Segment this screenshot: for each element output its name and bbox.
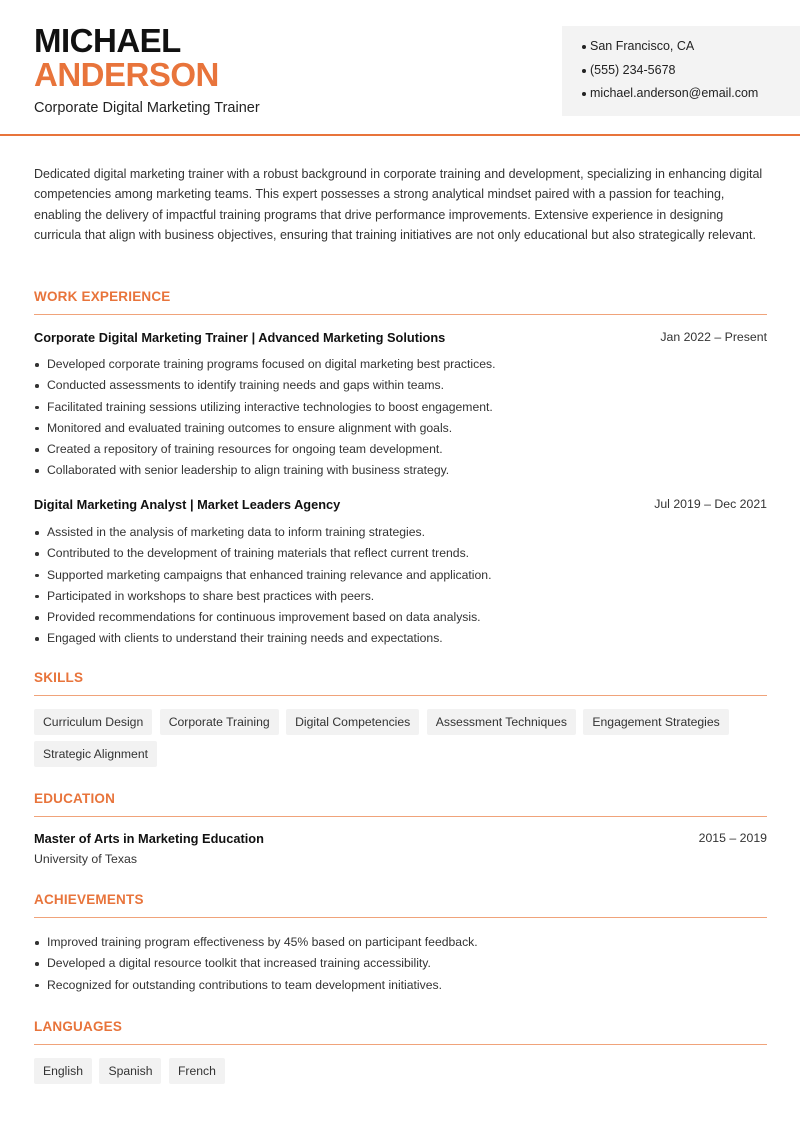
degree: Master of Arts in Marketing Education	[34, 831, 264, 846]
contact-location: San Francisco, CA	[582, 38, 800, 62]
job-dates: Jul 2019 – Dec 2021	[654, 497, 767, 511]
list-item: Provided recommendations for continuous improvement based on data analysis.	[34, 609, 767, 630]
last-name: ANDERSON	[34, 56, 219, 93]
skill-chip: Curriculum Design	[34, 709, 152, 735]
skills-list	[34, 709, 767, 773]
list-item: Developed corporate training programs focused on digital marketing best practices.	[34, 356, 767, 377]
skill-chip: Strategic Alignment	[34, 741, 157, 767]
contact-box	[562, 26, 800, 116]
job-bullets	[34, 524, 767, 652]
job-dates: Jan 2022 – Present	[660, 330, 767, 344]
list-item: Engaged with clients to understand their training needs and expectations.	[34, 630, 767, 651]
list-item: Improved training program effectiveness by 45% based on participant feedback.	[34, 934, 767, 955]
section-title-achievements: ACHIEVEMENTS	[34, 892, 767, 918]
list-item: Participated in workshops to share best practices with peers.	[34, 588, 767, 609]
section-title-work: WORK EXPERIENCE	[34, 289, 767, 315]
education-header	[34, 831, 767, 846]
section-title-skills: SKILLS	[34, 670, 767, 696]
contact-phone: (555) 234-5678	[582, 62, 800, 86]
school-name: University of Texas	[34, 852, 137, 866]
list-item: Facilitated training sessions utilizing interactive technologies to boost engagement.	[34, 399, 767, 420]
list-item: Conducted assessments to identify training needs and gaps within teams.	[34, 377, 767, 398]
list-item: Developed a digital resource toolkit that increased training accessibility.	[34, 955, 767, 976]
list-item: Contributed to the development of training materials that reflect current trends.	[34, 545, 767, 566]
achievements-list	[34, 934, 767, 998]
list-item: Recognized for outstanding contributions to team development initiatives.	[34, 977, 767, 998]
resume-header	[0, 0, 800, 136]
job-title-company: Digital Marketing Analyst | Market Leaders Agency	[34, 497, 341, 512]
language-chip: Spanish	[99, 1058, 161, 1084]
first-name: MICHAEL	[34, 22, 181, 59]
skill-chip: Assessment Techniques	[427, 709, 576, 735]
section-title-education: EDUCATION	[34, 791, 767, 817]
contact-email[interactable]: michael.anderson@email.com	[582, 85, 800, 109]
list-item: Collaborated with senior leadership to align training with business strategy.	[34, 462, 767, 483]
list-item: Supported marketing campaigns that enhanced training relevance and application.	[34, 567, 767, 588]
job-header	[34, 497, 767, 512]
skill-chip: Engagement Strategies	[583, 709, 728, 735]
list-item: Monitored and evaluated training outcomes to ensure alignment with goals.	[34, 420, 767, 441]
job-title: Corporate Digital Marketing Trainer	[34, 100, 260, 116]
job-header	[34, 330, 767, 345]
list-item: Created a repository of training resources for ongoing team development.	[34, 441, 767, 462]
section-title-languages: LANGUAGES	[34, 1019, 767, 1045]
summary: Dedicated digital marketing trainer with a robust background in corporate training and development, specializing in enhancing digital competencies among marketing teams. This expert possesses a strong analytical mindset paired with a passion for teaching, enabling the delivery of impactful training programs that drive performance improvements. Extensive experience in designing curricula that align with business objectives, ensuring that training initiatives are not only educational but also strategically relevant.	[34, 167, 763, 243]
list-item: Assisted in the analysis of marketing data to inform training strategies.	[34, 524, 767, 545]
job-bullets	[34, 356, 767, 484]
job-title-company: Corporate Digital Marketing Trainer | Advanced Marketing Solutions	[34, 330, 446, 345]
languages-list	[34, 1058, 767, 1090]
skill-chip: Digital Competencies	[286, 709, 419, 735]
language-chip: French	[169, 1058, 225, 1084]
education-dates: 2015 – 2019	[698, 831, 767, 845]
skill-chip: Corporate Training	[160, 709, 279, 735]
language-chip: English	[34, 1058, 92, 1084]
